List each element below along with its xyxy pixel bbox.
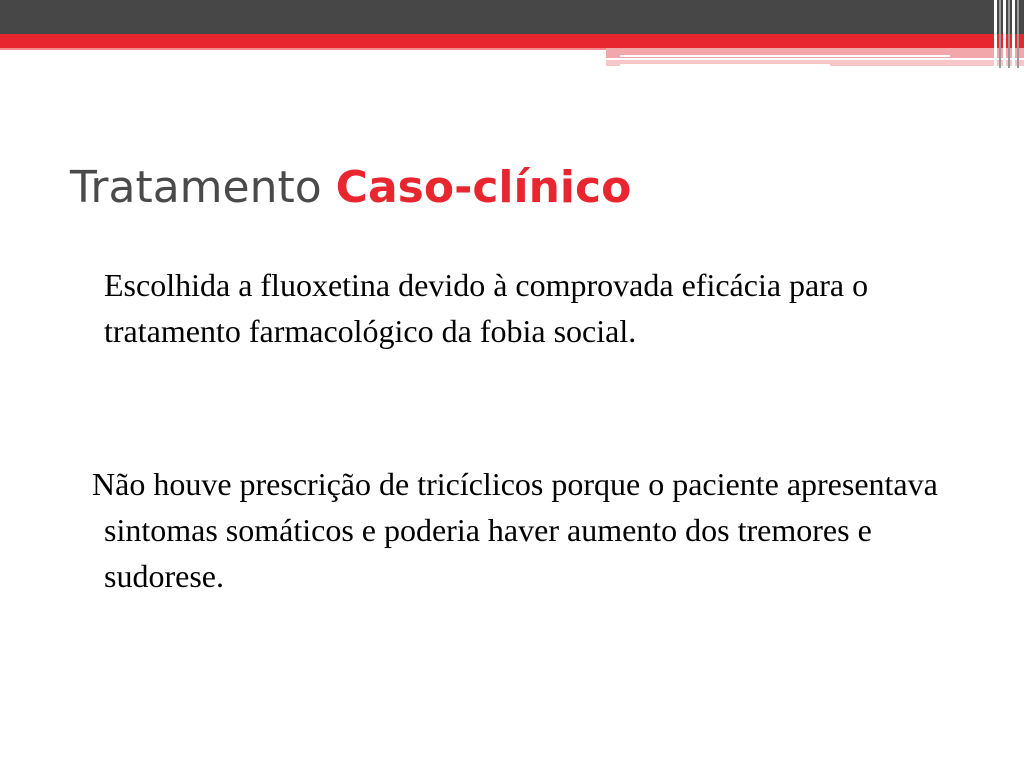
slide-title	[70, 160, 631, 216]
header-vertical-stripe	[994, 0, 997, 68]
header-vertical-stripe	[1003, 0, 1006, 68]
header-vertical-stripe	[1017, 0, 1019, 68]
header-vertical-stripe	[999, 0, 1001, 68]
header-vertical-stripe	[1012, 0, 1015, 68]
body-paragraph: Escolhida a fluoxetina devido à comprovada eficácia para o tratamento farmacológico da fobia social.	[104, 267, 869, 349]
header-accent-line	[620, 55, 950, 57]
header-dark-band	[0, 0, 1024, 34]
header-vertical-stripe	[1008, 0, 1010, 68]
header-red-band	[0, 34, 1024, 48]
header-accent-line	[620, 64, 830, 66]
slide-title-prefix: Tratamento	[70, 162, 322, 213]
body-paragraph: Não houve prescrição de tricíclicos porque o paciente apresentava sintomas somáticos e poderia haver aumento dos tremores e sudorese.	[92, 466, 938, 594]
slide-title-highlight: Caso-clínico	[335, 162, 632, 213]
